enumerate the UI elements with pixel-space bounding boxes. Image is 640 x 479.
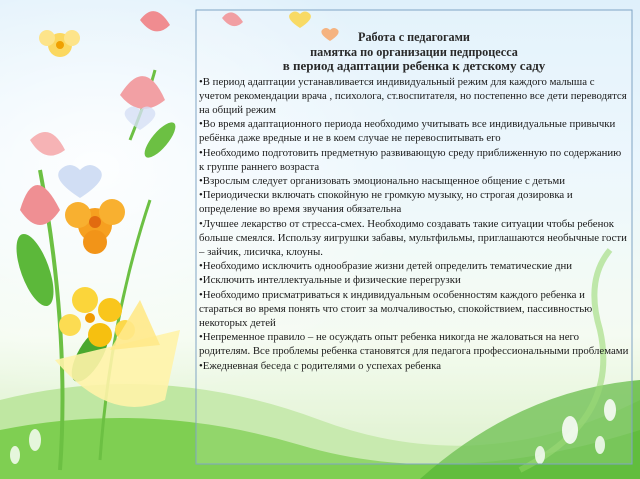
memo-title bbox=[199, 30, 629, 74]
memo-item-text: Исключить интеллектуальные и физические перегрузки bbox=[202, 274, 461, 287]
memo-item bbox=[199, 273, 629, 287]
memo-item-text: Взрослым следует организовать эмоционально насыщенное общение с детьми bbox=[202, 174, 566, 187]
memo-content bbox=[199, 30, 629, 462]
memo-item bbox=[199, 359, 629, 373]
memo-item-text: В период адаптации устанавливается индивидуальный режим для каждого малыша с учетом рекомендации врача , психолога, ст.воспитателя, но постепенно все дети переводятся на общий режим bbox=[199, 75, 627, 116]
memo-item bbox=[199, 146, 629, 174]
memo-item bbox=[199, 330, 629, 358]
memo-item-text: Лучшее лекарство от стресса-смех. Необходимо создавать такие ситуации чтобы ребенок больше смеялся. Использу яигрушки забавы, мультфильмы, приглашаются необычные гости – зайчик, лисичка, клоуны. bbox=[199, 217, 627, 258]
memo-item-text: Непременное правило – не осуждать опыт ребенка никогда не жаловаться на него родителям. Все проблемы ребенка становятся для педагога профессиональными проблемами bbox=[199, 331, 629, 358]
memo-item-text: Необходимо исключить однообразие жизни детей определить тематические дни bbox=[202, 260, 573, 273]
memo-item bbox=[199, 259, 629, 273]
memo-item-text: Во время адаптационного периода необходимо учитывать все индивидуальные привычки ребёнка даже вредные и не в коем случае не перевоспитывать его bbox=[199, 118, 616, 145]
memo-item-text: Необходимо присматриваться к индивидуальным особенностям каждого ребенка и стараться во время понять что стоит за молчаливостью, спокойствием, пассивностью некоторых детей bbox=[199, 288, 593, 329]
memo-item-text: Ежедневная беседа с родителями о успехах ребенка bbox=[202, 359, 441, 372]
memo-item bbox=[199, 288, 629, 331]
bubble bbox=[29, 429, 41, 451]
title-line: Работа с педагогами bbox=[358, 30, 470, 44]
memo-item bbox=[199, 188, 629, 216]
memo-item-text: Периодически включать спокойную не громкую музыку, но строгая дозировка и определение во время звучания обязательна bbox=[199, 189, 573, 216]
memo-item bbox=[199, 117, 629, 145]
memo-item bbox=[199, 217, 629, 260]
title-line: в период адаптации ребенка к детскому саду bbox=[282, 58, 546, 73]
memo-item-text: Необходимо подготовить предметную развивающую среду приближенную по содержанию к группе раннего возраста bbox=[199, 146, 622, 173]
title-line: памятка по организации педпроцесса bbox=[310, 44, 518, 59]
memo-item bbox=[199, 174, 629, 188]
memo-item bbox=[199, 75, 629, 118]
memo-list bbox=[199, 75, 629, 373]
bubble bbox=[10, 446, 20, 464]
